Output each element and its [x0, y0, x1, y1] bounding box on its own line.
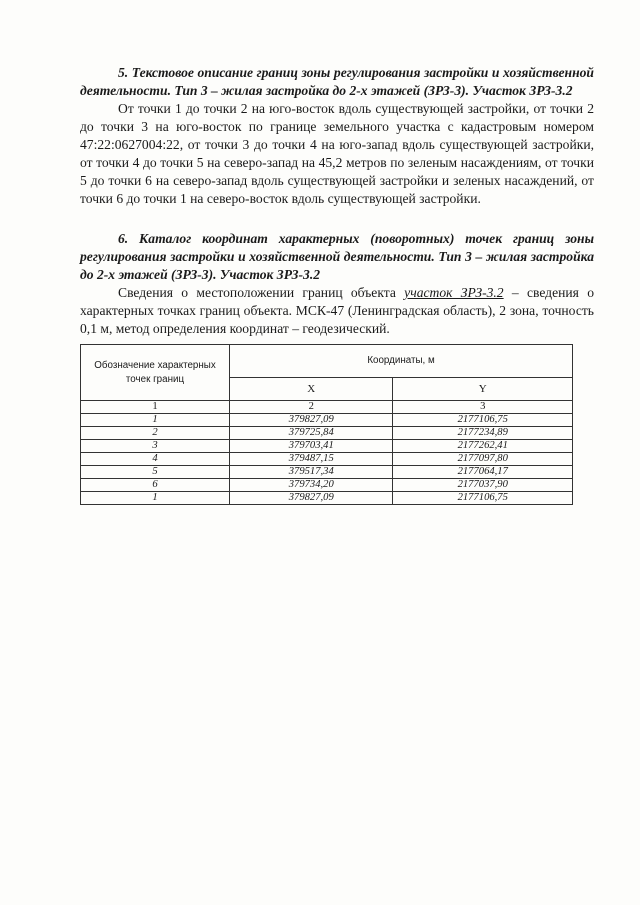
y-header: Y — [393, 378, 573, 401]
cell-point: 4 — [81, 453, 230, 466]
section-6-text-before: Сведения о местоположении границ объекта — [118, 285, 405, 300]
section-5-heading: 5. Текстовое описание границ зоны регулирования застройки и хозяйственной деятельности. Тип 3 – жилая застройка до 2-х этажей (ЗРЗ-3). Участок ЗРЗ-3.2 — [80, 65, 594, 98]
cell-x: 379703,41 — [230, 440, 393, 453]
cell-y: 2177262,41 — [393, 440, 573, 453]
cell-x: 379827,09 — [230, 414, 393, 427]
cell-y: 2177106,75 — [393, 492, 573, 505]
column-numbering-row — [81, 401, 573, 414]
cell-y: 2177064,17 — [393, 466, 573, 479]
cell-x: 379517,34 — [230, 466, 393, 479]
cell-point: 2 — [81, 427, 230, 440]
table-row — [81, 427, 573, 440]
table-body — [81, 401, 573, 505]
x-header: X — [230, 378, 393, 401]
table-row — [81, 414, 573, 427]
table-row — [81, 440, 573, 453]
cell-point: 1 — [81, 414, 230, 427]
cell-x: 379827,09 — [230, 492, 393, 505]
column-number: 3 — [393, 401, 573, 414]
section-6-heading: 6. Каталог координат характерных (поворотных) точек границ зоны регулирования застройки и хозяйственной деятельности. Тип 3 – жилая застройка до 2-х этажей (ЗРЗ-3). Участок ЗРЗ-3.2 — [80, 231, 594, 282]
coordinates-header: Координаты, м — [230, 345, 573, 378]
coordinates-table — [80, 344, 573, 505]
cell-y: 2177234,89 — [393, 427, 573, 440]
cell-point: 6 — [81, 479, 230, 492]
cell-x: 379725,84 — [230, 427, 393, 440]
column-number: 2 — [230, 401, 393, 414]
cell-point: 5 — [81, 466, 230, 479]
object-name: участок ЗРЗ-3.2 — [404, 285, 504, 300]
cell-y: 2177097,80 — [393, 453, 573, 466]
table-row — [81, 479, 573, 492]
section-5-text: От точки 1 до точки 2 на юго-восток вдоль существующей застройки, от точки 2 до точки 3 на юго-восток по границе земельного участка с кадастровым номером 47:22:0627004:22, от точки 3 до точки 4 на юго-запад вдоль существующей застройки, от точки 4 до точки 5 на северо-запад на 45,2 метров по зеленым насаждениям, от точки 5 до точки 6 на северо-запад вдоль существующей застройки и зеленых насаждений, от точки 6 до точки 1 на северо-восток вдоль существующей застройки. — [80, 101, 594, 206]
table-row — [81, 453, 573, 466]
cell-point: 1 — [81, 492, 230, 505]
cell-x: 379487,15 — [230, 453, 393, 466]
cell-x: 379734,20 — [230, 479, 393, 492]
cell-point: 3 — [81, 440, 230, 453]
cell-y: 2177106,75 — [393, 414, 573, 427]
column-number: 1 — [81, 401, 230, 414]
section-6-text-after: – сведения о характерных точках границ объекта. МСК-47 (Ленинградская область), 2 зона, точность 0,1 м, метод определения координат – геодезический. — [80, 285, 594, 336]
section-6-text — [80, 284, 594, 338]
cell-y: 2177037,90 — [393, 479, 573, 492]
table-row — [81, 466, 573, 479]
point-label-header: Обозначение характерных точек границ — [81, 345, 230, 401]
table-row — [81, 492, 573, 505]
